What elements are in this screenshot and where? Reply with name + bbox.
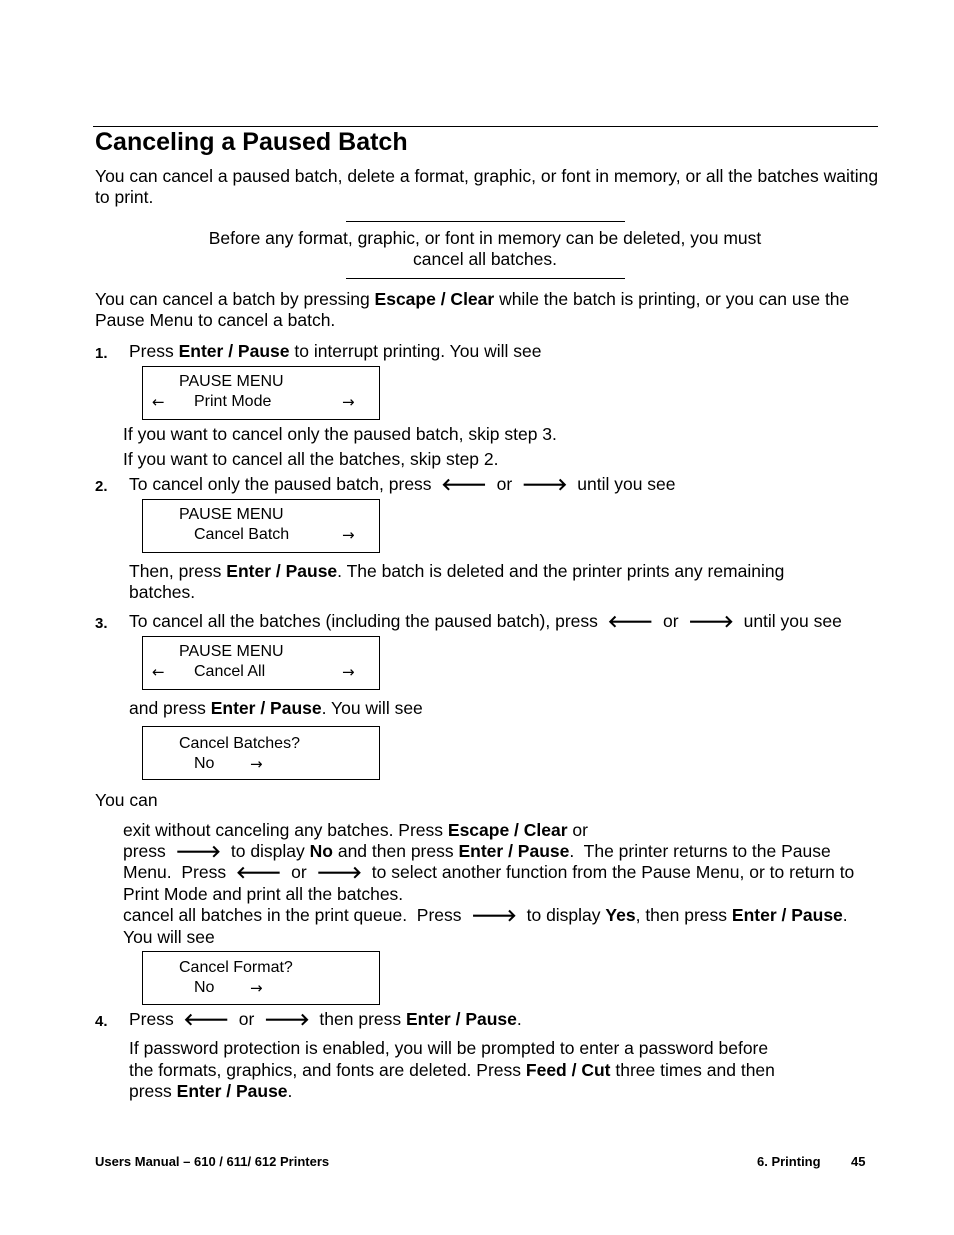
right-arrow-icon: → bbox=[250, 979, 263, 997]
note-bottom-rule bbox=[346, 278, 625, 279]
intro-paragraph: You can cancel a paused batch, delete a format, graphic, or font in memory, or all the batches waiting to print. bbox=[95, 166, 879, 207]
step-4-number: 4. bbox=[95, 1013, 108, 1030]
display-pause-menu-cancel-batch bbox=[142, 499, 380, 553]
display-pause-menu-cancel-all bbox=[142, 636, 380, 690]
step-4-text: Press 🡐 or 🡒 then press Enter / Pause. bbox=[129, 1009, 522, 1030]
display-line-2: No bbox=[194, 755, 215, 772]
right-arrow-icon: 🡒 bbox=[521, 475, 568, 495]
step-4-password-note: If password protection is enabled, you will be prompted to enter a password before the formats, graphics, and fonts are deleted. Press Feed / Cut three times and then press Enter / Pause. bbox=[129, 1038, 775, 1101]
you-can-label: You can bbox=[95, 790, 158, 810]
display-cancel-batches bbox=[142, 726, 380, 780]
step-1-if-2: If you want to cancel all the batches, skip step 2. bbox=[123, 449, 499, 469]
display-cancel-format bbox=[142, 951, 380, 1005]
display-line-1: PAUSE MENU bbox=[179, 506, 284, 523]
left-arrow-icon: ← bbox=[152, 393, 165, 411]
step-1-number: 1. bbox=[95, 345, 108, 362]
left-arrow-icon: 🡐 bbox=[183, 1010, 230, 1030]
display-line-1: PAUSE MENU bbox=[179, 643, 284, 660]
left-arrow-icon: 🡐 bbox=[441, 475, 487, 495]
display-line-1: PAUSE MENU bbox=[179, 373, 284, 390]
right-arrow-icon: 🡒 bbox=[175, 841, 222, 862]
option-cancel-all-text: cancel all batches in the print queue. Press 🡒 to display Yes, then press Enter / Pause. You will see bbox=[123, 905, 848, 947]
display-line-2: Cancel All bbox=[194, 663, 266, 680]
step-3-text: To cancel all the batches (including the paused batch), press 🡐 or 🡒 until you see bbox=[129, 611, 842, 632]
right-arrow-icon: 🡒 bbox=[688, 612, 734, 632]
escape-clear-paragraph: You can cancel a batch by pressing Escape / Clear while the batch is printing, or you can use the Pause Menu to cancel a batch. bbox=[95, 289, 850, 330]
note-line-1: Before any format, graphic, or font in memory can be deleted, you must bbox=[208, 228, 762, 248]
step-3-and-press: and press Enter / Pause. You will see bbox=[129, 698, 423, 718]
right-arrow-icon: 🡒 bbox=[316, 863, 363, 883]
right-arrow-icon: → bbox=[342, 663, 355, 681]
step-1-if-1: If you want to cancel only the paused batch, skip step 3. bbox=[123, 424, 557, 444]
right-arrow-icon: → bbox=[342, 526, 355, 544]
note-line-2: cancel all batches. bbox=[413, 249, 557, 269]
display-line-1: Cancel Batches? bbox=[179, 735, 300, 752]
left-arrow-icon: 🡐 bbox=[607, 612, 654, 632]
step-2-number: 2. bbox=[95, 478, 108, 495]
page-title: Canceling a Paused Batch bbox=[95, 128, 408, 156]
right-arrow-icon: → bbox=[250, 755, 263, 773]
left-arrow-icon: 🡐 bbox=[235, 863, 282, 883]
option-exit-text: exit without canceling any batches. Press Escape / Clear or press 🡒 to display No and then press Enter / Pause. The printer returns to the Pause Menu. Press 🡐 or 🡒 to select another function from the Pause Menu, or to return to Print Mode and print all the batches. bbox=[123, 820, 855, 904]
right-arrow-icon: 🡒 bbox=[264, 1010, 310, 1030]
step-3-number: 3. bbox=[95, 615, 108, 632]
right-arrow-icon: 🡒 bbox=[471, 906, 517, 926]
display-line-2: Print Mode bbox=[194, 393, 272, 410]
display-line-1: Cancel Format? bbox=[179, 959, 293, 976]
step-2-text: To cancel only the paused batch, press 🡐 or 🡒 until you see bbox=[129, 474, 676, 495]
footer-section: 6. Printing bbox=[757, 1154, 821, 1169]
left-arrow-icon: ← bbox=[152, 663, 165, 681]
step-2-then: Then, press Enter / Pause. The batch is deleted and the printer prints any remaining batches. bbox=[129, 561, 785, 602]
right-arrow-icon: → bbox=[342, 393, 355, 411]
display-pause-menu-print-mode bbox=[142, 366, 380, 420]
footer-title: Users Manual – 610 / 611/ 612 Printers bbox=[95, 1154, 330, 1169]
display-line-2: No bbox=[194, 979, 215, 996]
display-line-2: Cancel Batch bbox=[194, 526, 290, 543]
note-top-rule bbox=[346, 221, 625, 222]
footer-page-number: 45 bbox=[851, 1154, 866, 1169]
step-1-text: Press Enter / Pause to interrupt printing. You will see bbox=[129, 341, 542, 361]
